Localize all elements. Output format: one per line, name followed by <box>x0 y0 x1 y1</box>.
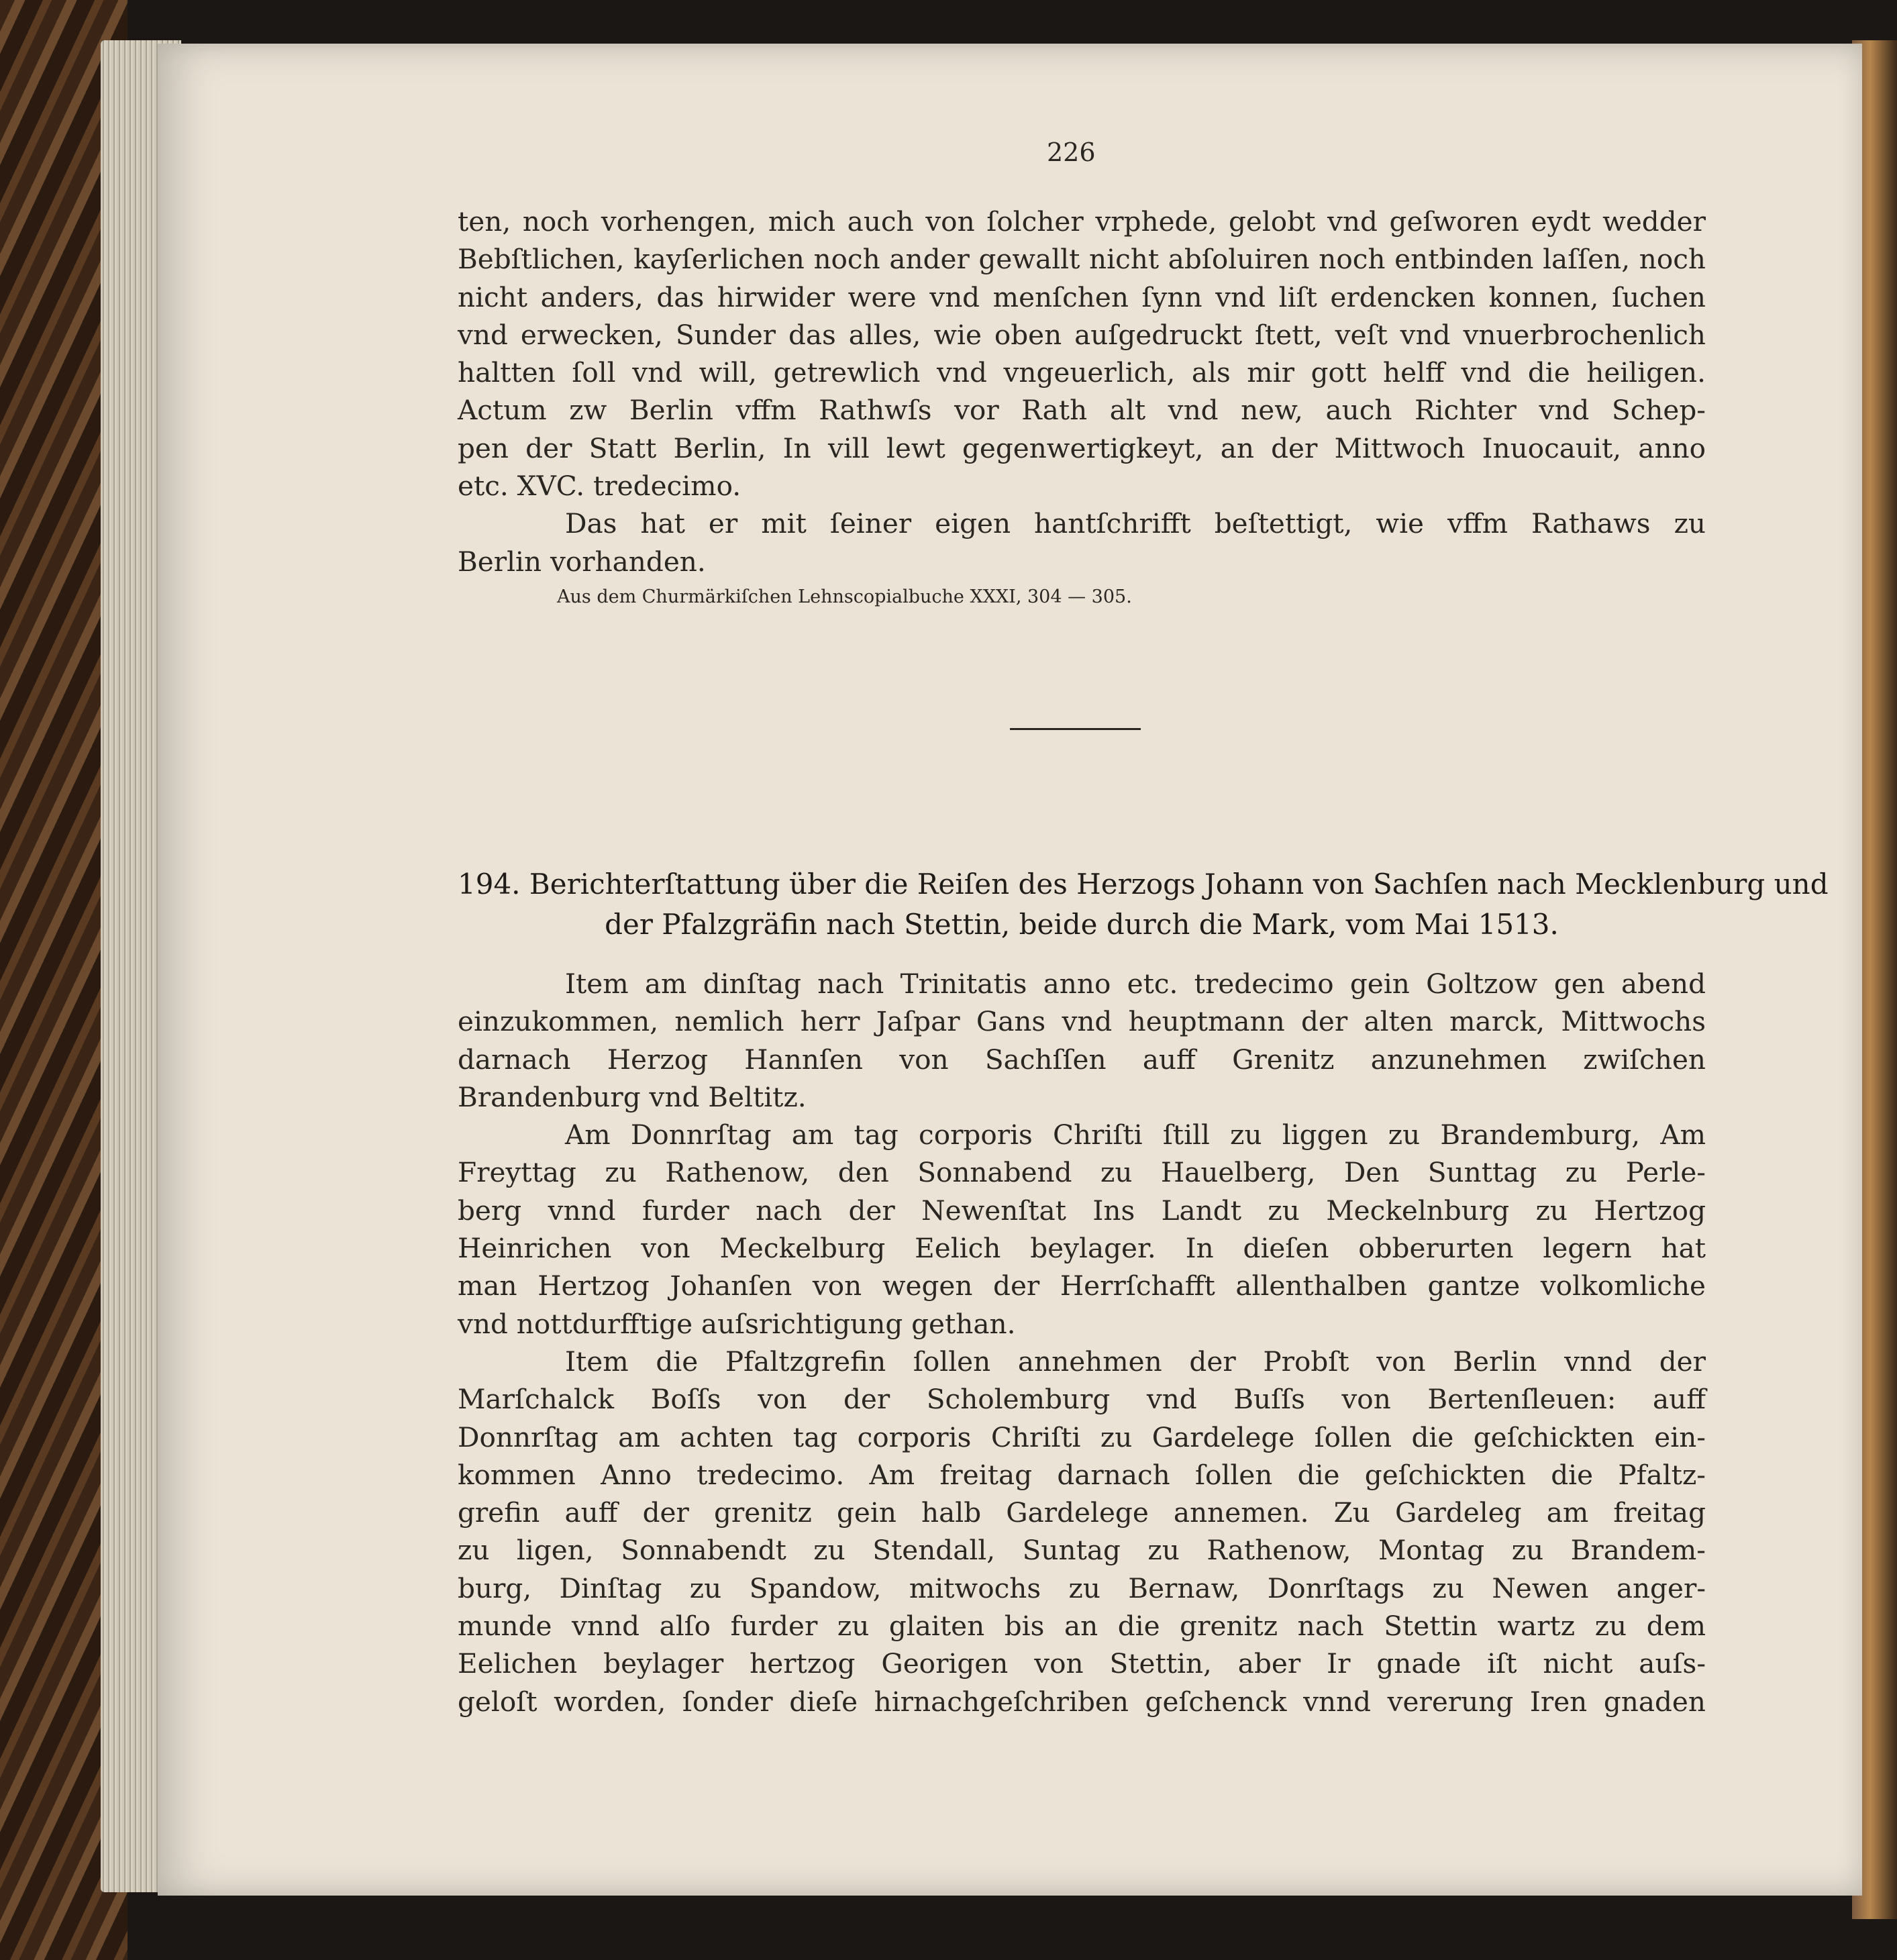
text-line: darnach Herzog Hannſen von Sachſſen auff Grenitz anzunehmen zwiſchen <box>458 1043 1706 1076</box>
text-line: etc. XVC. tredecimo. <box>458 470 741 503</box>
text-line: burg, Dinſtag zu Spandow, mitwochs zu Bernaw, Donrſtags zu Newen anger- <box>458 1571 1706 1604</box>
text-line: Brandenburg vnd Beltitz. <box>458 1080 807 1113</box>
heading-line-1 <box>458 864 1829 905</box>
text-line: Actum zw Berlin vffm Rathwſs vor Rath alt vnd new, auch Richter vnd Schep- <box>458 394 1706 427</box>
text-line: pen der Statt Berlin, In vill lewt gegenwertigkeyt, an der Mittwoch Inuocauit, anno <box>458 431 1706 464</box>
text-line: Marſchalck Boſſs von der Scholemburg vnd Buſſs von Bertenſleuen: auff <box>458 1383 1706 1416</box>
text-line: Item am dinſtag nach Trinitatis anno etc. tredecimo gein Goltzow gen abend <box>565 968 1706 1000</box>
text-line: man Hertzog Johanſen von wegen der Herrſchafft allenthalben gantze volkomliche <box>458 1270 1706 1302</box>
text-line: Eelichen beylager hertzog Georigen von Stettin, aber Ir gnade iſt nicht auſs- <box>458 1647 1706 1680</box>
page-number: 226 <box>1047 138 1096 167</box>
text-line: Freyttag zu Rathenow, den Sonnabend zu Hauelberg, Den Sunttag zu Perle- <box>458 1156 1706 1189</box>
text-line: grefin auff der grenitz gein halb Gardelege annemen. Zu Gardeleg am freitag <box>458 1496 1706 1529</box>
text-line: einzukommen, nemlich herr Jaſpar Gans vnd heuptmann der alten marck, Mittwochs <box>458 1005 1706 1038</box>
text-line: Heinrichen von Meckelburg Eelich beylager. In dieſen obberurten legern hat <box>458 1232 1706 1265</box>
text-line: munde vnnd alſo furder zu glaiten bis an die grenitz nach Stettin wartz zu dem <box>458 1610 1706 1643</box>
text-line: geloſt worden, ſonder dieſe hirnachgeſchriben geſchenck vnnd vererung Iren gnaden <box>458 1685 1706 1718</box>
text-line: vnd nottdurfftige auſsrichtigung gethan. <box>458 1307 1016 1340</box>
heading-text-1: Berichterſtattung über die Reiſen des Herzogs Johann von Sachſen nach Mecklenburg und <box>529 868 1829 900</box>
text-line: zu ligen, Sonnabendt zu Stendall, Suntag zu Rathenow, Montag zu Brandem- <box>458 1534 1706 1567</box>
text-line: Item die Pfaltzgrefin ſollen annehmen der Probſt von Berlin vnnd der <box>565 1345 1706 1378</box>
text-line: Donnrſtag am achten tag corporis Chriſti zu Gardelege ſollen die geſchickten ein- <box>458 1421 1706 1453</box>
body-text <box>458 965 1706 1720</box>
text-line: kommen Anno tredecimo. Am freitag darnach ſollen die geſchickten die Pfaltz- <box>458 1458 1706 1491</box>
text-line: berg vnnd furder nach der Newenſtat Ins Landt zu Meckelnburg zu Hertzog <box>458 1194 1706 1227</box>
top-paragraph <box>458 203 1706 580</box>
text-line: nicht anders, das hirwider were vnd menſchen ſynn vnd liſt erdencken konnen, ſuchen <box>458 280 1706 313</box>
text-line: ten, noch vorhengen, mich auch von ſolcher vrphede, gelobt vnd geſworen eydt wedder <box>458 205 1706 238</box>
text-line: vnd erwecken, Sunder das alles, wie oben auſgedruckt ſtett, veſt vnd vnuerbrochenlich <box>458 318 1706 351</box>
source-note: Aus dem Churmärkiſchen Lehnscopialbuche XXXI, 304 — 305. <box>557 586 1132 607</box>
heading-line-2: der Pfalzgräfin nach Stettin, beide durch die Mark, vom Mai 1513. <box>605 908 1559 941</box>
text-line: Am Donnrſtag am tag corporis Chriſti ſtill zu liggen zu Brandemburg, Am <box>565 1119 1706 1151</box>
section-divider <box>1010 728 1141 730</box>
document-number: 194. <box>458 868 521 900</box>
text-line: haltten ſoll vnd will, getrewlich vnd vngeuerlich, als mir gott helff vnd die heiligen. <box>458 356 1706 389</box>
text-line: Berlin vorhanden. <box>458 545 706 578</box>
text-line: Das hat er mit ſeiner eigen hantſchrifft beſtettigt, wie vffm Rathaws zu <box>565 507 1706 540</box>
document-heading <box>458 864 1829 945</box>
text-line: Bebſtlichen, kayſerlichen noch ander gewallt nicht abſoluiren noch entbinden laſſen, noch <box>458 243 1706 276</box>
